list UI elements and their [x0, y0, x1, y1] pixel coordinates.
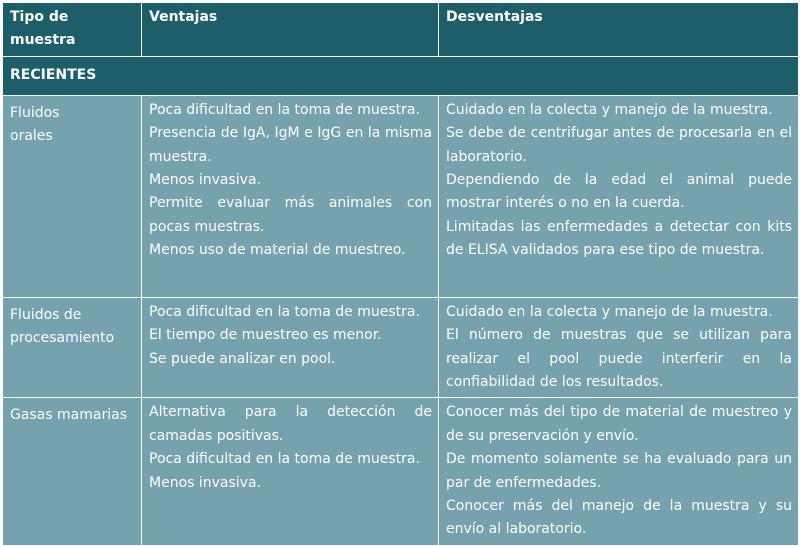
row-type: Fluidos de procesamiento [10, 306, 115, 347]
list-item: Presencia de IgA, IgM e IgG en la misma muestra. [149, 125, 432, 165]
list-item: Menos uso de material de muestreo. [149, 242, 406, 259]
row-type-cell [3, 95, 142, 297]
list-item: Cuidado en la colecta y manejo de la muestra. [446, 101, 773, 118]
desventajas-cell [439, 95, 799, 297]
table-row [3, 297, 799, 398]
list-item: Se puede analizar en pool. [149, 350, 336, 367]
table-row [3, 398, 799, 545]
row-type: Gasas mamarias [10, 407, 127, 424]
header-desventajas: Desventajas [439, 3, 799, 57]
list-item: El número de muestras que se utilizan para realizar el pool puede interferir en la confiabilidad de los resultados. [446, 327, 792, 391]
list-item: De momento solamente se ha evaluado para un par de enfermedades. [446, 451, 792, 491]
section-row [3, 56, 799, 95]
header-row [3, 3, 799, 57]
comparison-table [2, 2, 799, 546]
header-ventajas: Ventajas [142, 3, 439, 57]
list-item: Poca dificultad en la toma de muestra. [149, 303, 420, 320]
table-row [3, 95, 799, 297]
header-tipo: Tipo de muestra [3, 3, 142, 57]
list-item: Conocer más del manejo de la muestra y su envío al laboratorio. [446, 498, 792, 538]
list-item: Poca dificultad en la toma de muestra. [149, 451, 420, 468]
row-type-cell [3, 297, 142, 398]
ventajas-cell [142, 95, 439, 297]
desventajas-cell [439, 297, 799, 398]
list-item: Permite evaluar más animales con pocas muestras. [149, 195, 432, 235]
list-item: Poca dificultad en la toma de muestra. [149, 101, 420, 118]
list-item: Conocer más del tipo de material de muestreo y de su preservación y envío. [446, 404, 792, 444]
list-item: Menos invasiva. [149, 172, 261, 189]
row-type: Fluidos orales [10, 104, 60, 145]
ventajas-cell [142, 398, 439, 545]
list-item: Menos invasiva. [149, 474, 261, 491]
list-item: El tiempo de muestreo es menor. [149, 327, 382, 344]
desventajas-cell [439, 398, 799, 545]
section-title: RECIENTES [3, 56, 799, 95]
list-item: Dependiendo de la edad el animal puede mostrar interés o no en la cuerda. [446, 172, 792, 212]
ventajas-cell [142, 297, 439, 398]
list-item: Cuidado en la colecta y manejo de la muestra. [446, 303, 773, 320]
list-item: Alternativa para la detección de camadas positivas. [149, 404, 432, 444]
row-type-cell [3, 398, 142, 545]
list-item: Se debe de centrifugar antes de procesarla en el laboratorio. [446, 125, 792, 165]
list-item: Limitadas las enfermedades a detectar con kits de ELISA validados para ese tipo de muestra. [446, 218, 792, 259]
